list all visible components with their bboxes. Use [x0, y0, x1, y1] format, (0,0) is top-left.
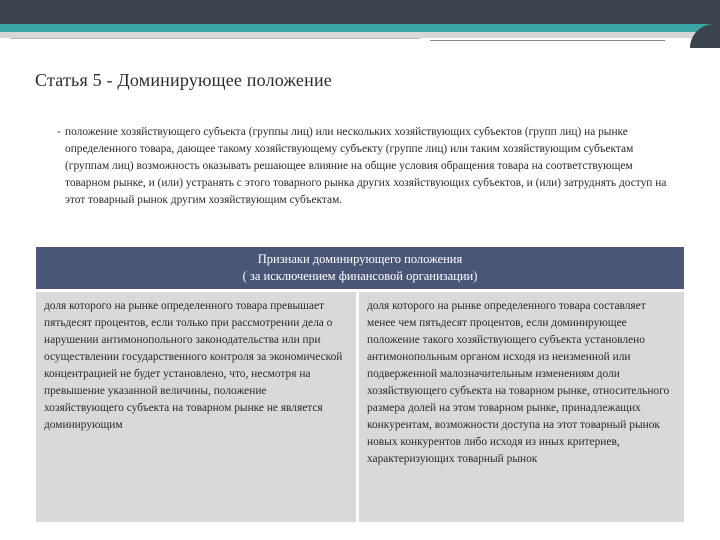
table-header [36, 247, 684, 289]
divider-line [430, 40, 665, 41]
accent-stripe [0, 24, 720, 32]
table-header-subtitle: ( за исключением финансовой организации) [242, 269, 478, 283]
criteria-table [36, 247, 684, 522]
bullet-marker: - [57, 126, 61, 138]
divider-line [10, 38, 420, 39]
table-cell-over-fifty: доля которого на рынке определенного товара превышает пятьдесят процентов, если только при рассмотрении дела о нарушении антимонопольного законодательства или при осуществлении государственного контроля за экономической концентрацией не будет установлено, что, несмотря на превышение указанной величины, положение хозяйствующего субъекта на товарном рынке не является доминирующим [36, 292, 356, 522]
slide-title: Статья 5 - Доминирующее положение [35, 70, 332, 90]
table-row [36, 292, 684, 522]
top-bar [0, 0, 720, 24]
definition-paragraph [57, 124, 670, 209]
table-cell-under-fifty: доля которого на рынке определенного товара составляет менее чем пятьдесят процентов, если доминирующее положение такого хозяйствующего субъекта установлено антимонопольным органом исходя из неизменной или подверженной малозначительным изменениям доли хозяйствующего субъекта на товарном рынке, относительного размера долей на этом товарном рынке, принадлежащих конкурентам, возможности доступа на этот товарный рынок новых конкурентов либо исходя из иных критериев, характеризующих товарный рынок [359, 292, 684, 522]
table-header-title: Признаки доминирующего положения [257, 252, 463, 266]
definition-text: положение хозяйствующего субъекта (группы лиц) или нескольких хозяйствующих субъектов (групп лиц) на рынке определенного товара, дающее такому хозяйствующему субъекту (группе лиц) или таким хозяйствующим субъектам (группам лиц) возможность оказывать решающее влияние на общие условия обращения товара на соответствующем товарном рынке, и (или) устранять с этого товарного рынка других хозяйствующих субъектов, и (или) затруднять доступ на этот товарный рынок другим хозяйствующим субъектам. [65, 126, 667, 206]
